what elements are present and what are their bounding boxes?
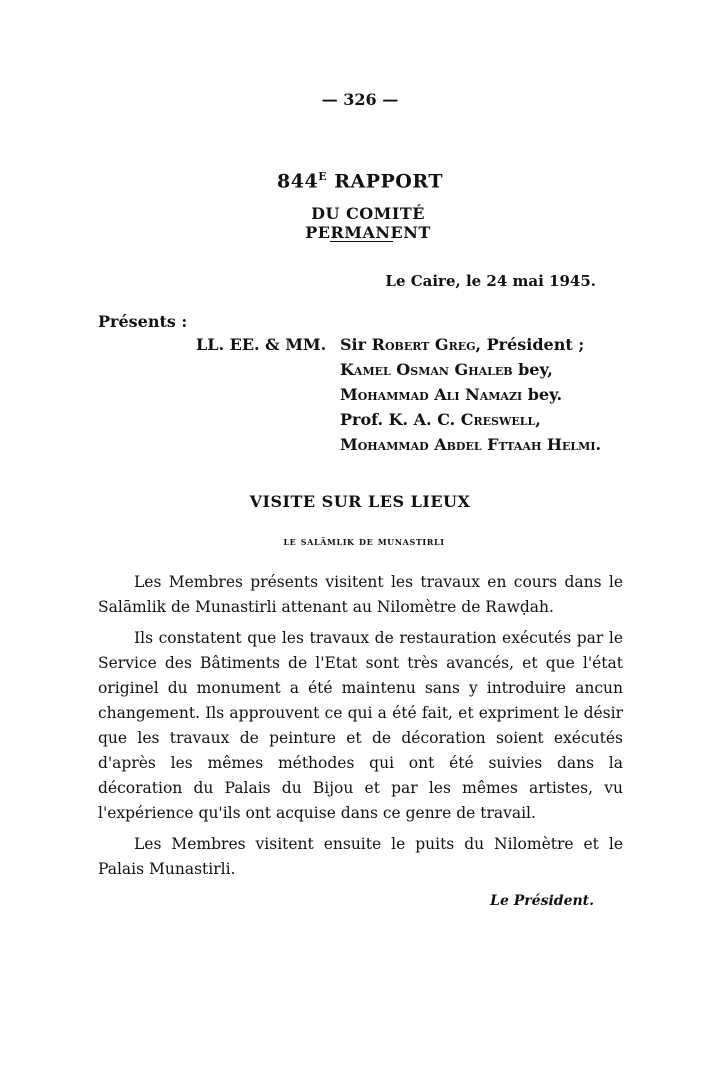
attendee-suffix: , Président ; bbox=[475, 335, 585, 354]
attendee bbox=[340, 407, 601, 432]
attendee-name: Kamel Osman Ghaleb bbox=[340, 360, 513, 379]
attendee-suffix: . bbox=[595, 435, 602, 454]
attendee-list bbox=[340, 332, 601, 457]
attendee bbox=[340, 332, 601, 357]
title-divider bbox=[330, 241, 393, 242]
attendee-name: Mohammad Ali Namazi bbox=[340, 385, 523, 404]
paragraph: Ils constatent que les travaux de restauration exécutés par le Service des Bâtiments de l'Etat sont très avancés, et que l'état originel du monument a été maintenu sans y introduire ancun changement. Ils approuvent ce qui a été fait, et expriment le désir que les travaux de peinture et de décoration soient exécutés d'après les mêmes méthodes qui ont été suivies dans la décoration du Palais du Bijou et par les mêmes artistes, vu l'expérience qu'ils ont acquise dans ce genre de travail. bbox=[98, 629, 623, 822]
attendee bbox=[340, 357, 601, 382]
paragraph: Les Membres visitent ensuite le puits du Nilomètre et le Palais Munastirli. bbox=[98, 835, 623, 878]
report-number-superscript: E bbox=[318, 170, 328, 183]
page-number: — 326 — bbox=[321, 90, 399, 109]
attendees-prefix: LL. EE. & MM. bbox=[196, 335, 327, 354]
section-subtitle: le salāmlik de munastirli bbox=[283, 535, 445, 548]
attendee-suffix: bey, bbox=[512, 360, 553, 379]
body-text bbox=[98, 570, 623, 888]
report-subtitle: DU COMITÉ PERMANENT bbox=[305, 204, 431, 242]
presents-label: Présents : bbox=[98, 312, 188, 331]
attendee-suffix: bey. bbox=[522, 385, 563, 404]
section-title: VISITE SUR LES LIEUX bbox=[249, 492, 471, 511]
attendee-name: Robert Greg bbox=[371, 335, 476, 354]
dateline: Le Caire, le 24 mai 1945. bbox=[385, 272, 596, 290]
attendee-lead: Sir bbox=[340, 335, 372, 354]
attendee bbox=[340, 382, 601, 407]
signature: Le Président. bbox=[490, 893, 594, 909]
attendee bbox=[340, 432, 601, 457]
report-number: 844 bbox=[277, 170, 319, 193]
attendee-name: Mohammad Abdel Fttaah Helmi bbox=[340, 435, 596, 454]
report-title bbox=[0, 170, 720, 192]
paragraph: Les Membres présents visitent les travaux en cours dans le Salāmlik de Munastirli attenant au Nilomètre de Rawḍah. bbox=[98, 573, 623, 616]
report-title-word: RAPPORT bbox=[334, 170, 443, 193]
attendee-suffix: , bbox=[535, 410, 541, 429]
attendee-name: Creswell bbox=[460, 410, 536, 429]
attendee-lead: Prof. K. A. C. bbox=[340, 410, 461, 429]
